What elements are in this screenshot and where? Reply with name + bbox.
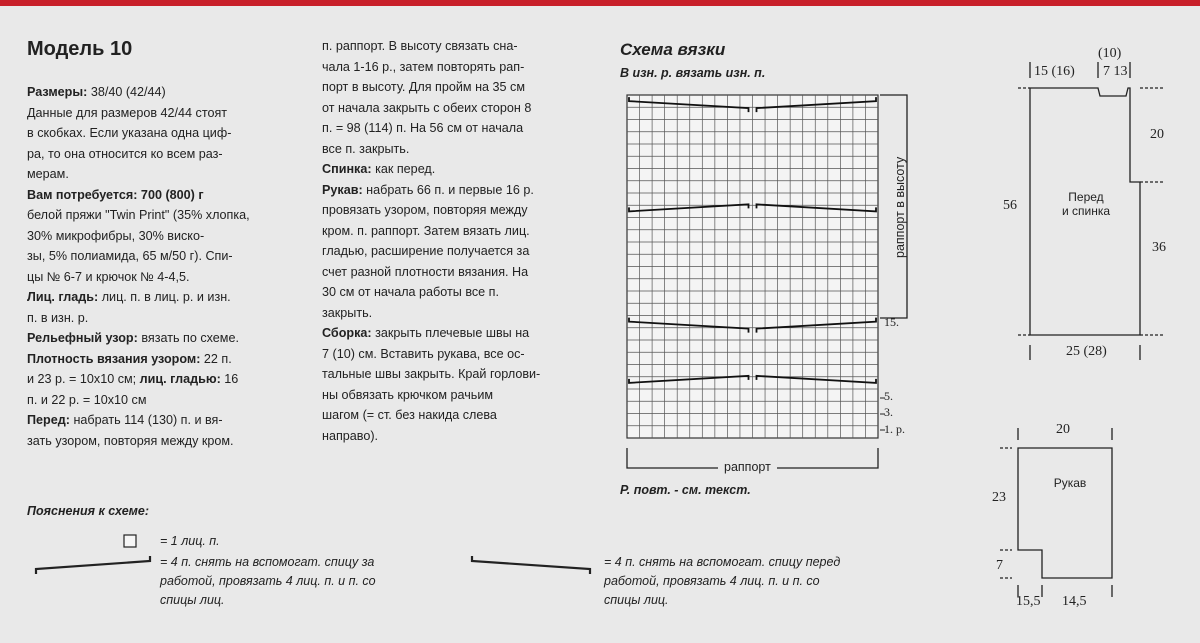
assembly-text-3: ны обвязать крючком рачьим bbox=[322, 387, 494, 402]
legend-item-2-line-3: спицы лиц. bbox=[160, 593, 225, 607]
assembly-text-5: направо). bbox=[322, 428, 379, 443]
col2-text-1: п. раппорт. В высоту связать сна- bbox=[322, 39, 518, 53]
relief-label: Рельефный узор: bbox=[27, 331, 138, 345]
sleeve-dim-bottom-left: 15,5 bbox=[1016, 594, 1041, 609]
assembly-text-1: 7 (10) см. Вставить рукава, все ос- bbox=[322, 346, 525, 361]
density-text-3: 16 bbox=[224, 372, 239, 386]
repeat-horizontal-label: раппорт bbox=[718, 460, 777, 474]
legend-item-2-line-1: = 4 п. снять на вспомогат. спицу за bbox=[160, 555, 375, 569]
legend-item-3-line-1: = 4 п. снять на вспомогат. спицу перед bbox=[604, 555, 841, 569]
sleeve-outline bbox=[1018, 448, 1112, 578]
front-back-label-line-2: и спинка bbox=[1061, 204, 1111, 218]
density-text-4: п. и 22 р. = 10x10 см bbox=[27, 392, 147, 407]
front-back-label bbox=[1040, 190, 1132, 218]
assembly-text-4: шагом (= ст. без накида слева bbox=[322, 408, 497, 422]
density-text-2: и 23 р. = 10x10 см; bbox=[27, 372, 137, 386]
sleeve-text-3: гладью, расширение получается за bbox=[322, 244, 530, 258]
sizes-value: 38/40 (42/44) bbox=[90, 85, 166, 99]
front-dim-top-left: 15 (16) bbox=[1034, 64, 1075, 79]
front-label: Перед: bbox=[27, 413, 70, 427]
sleeve-dim-bottom-right: 14,5 bbox=[1062, 594, 1087, 609]
sizes-text-2: в скобках. Если указана одна циф- bbox=[27, 126, 232, 140]
front-dim-right-36: 36 bbox=[1152, 240, 1166, 255]
legend-item-3-line-3: спицы лиц. bbox=[604, 593, 669, 607]
model-title: Модель 10 bbox=[27, 38, 133, 60]
sleeve-text-2: кром. п. раппорт. Затем вязать лиц. bbox=[322, 223, 530, 238]
legend-cable-right-symbol bbox=[472, 556, 590, 574]
legend-item-3-line-2: работой, провязать 4 лиц. п. и п. со bbox=[604, 574, 820, 588]
stockinette-text-1: лиц. п. в лиц. р. и изн. bbox=[101, 290, 231, 304]
density-label: Плотность вязания узором: bbox=[27, 351, 201, 366]
materials-text-4: цы № 6-7 и крючок № 4-4,5. bbox=[27, 269, 190, 284]
scheme-title: Схема вязки bbox=[620, 40, 726, 59]
density-text-1: 22 п. bbox=[203, 351, 232, 366]
sleeve-text-first: набрать 66 п. и первые 16 р. bbox=[366, 182, 534, 197]
legend-title: Пояснения к схеме: bbox=[27, 504, 150, 518]
materials-text-2: 30% микрофибры, 30% виско- bbox=[27, 228, 205, 243]
front-text-1: набрать 114 (130) п. и вя- bbox=[73, 413, 223, 427]
sleeve-dim-left-7: 7 bbox=[996, 558, 1003, 573]
col2-text-3: порт в высоту. Для пройм на 35 см bbox=[322, 80, 525, 94]
legend-knit-square bbox=[124, 535, 136, 547]
materials-text-3: зы, 5% полиамида, 65 м/50 г). Спи- bbox=[27, 249, 233, 263]
front-dim-bottom: 25 (28) bbox=[1066, 344, 1107, 359]
assembly-text-first: закрыть плечевые швы на bbox=[375, 326, 530, 340]
sizes-text-4: мерам. bbox=[27, 167, 69, 181]
sleeve-label: Рукав: bbox=[322, 182, 363, 197]
sleeve-text-1: провязать узором, повторяя между bbox=[322, 203, 528, 217]
row-label-15: 15. bbox=[884, 315, 899, 329]
sleeve-label: Рукав bbox=[1053, 476, 1087, 490]
legend-item-2-line-2: работой, провязать 4 лиц. п. и п. со bbox=[160, 574, 376, 588]
sleeve-text-5: 30 см от начала работы все п. bbox=[322, 285, 499, 299]
col2-text-2: чала 1-16 р., затем повторять рап- bbox=[322, 59, 525, 74]
sizes-text-1: Данные для размеров 42/44 стоят bbox=[27, 105, 228, 120]
sleeve-text-6: закрыть. bbox=[322, 305, 373, 320]
sleeve-dim-left-23: 23 bbox=[992, 490, 1006, 505]
front-text-2: зать узором, повторяя между кром. bbox=[27, 433, 234, 448]
col2-text-4: от начала закрыть с обеих сторон 8 bbox=[322, 100, 532, 115]
front-dim-top-10: (10) bbox=[1098, 46, 1122, 61]
front-dim-top-right: 7 13 bbox=[1103, 64, 1128, 79]
assembly-text-2: тальные швы закрыть. Край горлови- bbox=[322, 367, 541, 381]
repeat-vertical-label: раппорт в высоту bbox=[893, 156, 907, 258]
row-label-1: 1. р. bbox=[884, 422, 905, 436]
sleeve-text-4: счет разной плотности вязания. На bbox=[322, 264, 529, 279]
front-dim-right-20: 20 bbox=[1150, 127, 1164, 142]
col2-text-5: п. = 98 (114) п. На 56 см от начала bbox=[322, 121, 524, 135]
materials-label: Вам потребуется: 700 (800) г bbox=[27, 187, 204, 202]
sizes-label: Размеры: bbox=[27, 85, 88, 99]
legend-item-3 bbox=[604, 553, 840, 610]
back-text: как перед. bbox=[375, 162, 436, 176]
sizes-text-3: ра, то она относится ко всем раз- bbox=[27, 146, 223, 161]
density-label-2: лиц. гладью: bbox=[139, 372, 221, 386]
assembly-label: Сборка: bbox=[322, 326, 372, 340]
repeat-note: Р. повт. - см. текст. bbox=[620, 483, 751, 497]
row-label-5: 5. bbox=[884, 389, 893, 403]
legend-item-2 bbox=[160, 553, 376, 610]
col2-text-6: все п. закрыть. bbox=[322, 141, 410, 156]
back-label: Спинка: bbox=[322, 162, 372, 176]
row-label-3: 3. bbox=[884, 405, 893, 419]
chart-grid bbox=[627, 95, 878, 438]
materials-text-1: белой пряжи "Twin Print" (35% хлопка, bbox=[27, 208, 250, 222]
legend-item-1: = 1 лиц. п. bbox=[160, 534, 220, 548]
stockinette-text-2: п. в изн. р. bbox=[27, 310, 89, 325]
stockinette-label: Лиц. гладь: bbox=[27, 290, 99, 304]
sleeve-dim-top: 20 bbox=[1056, 422, 1070, 437]
front-back-label-line-1: Перед bbox=[1068, 190, 1104, 204]
front-dim-left-56: 56 bbox=[1003, 198, 1017, 213]
sleeve-diagram bbox=[1000, 428, 1112, 597]
legend-cable-left-symbol bbox=[36, 556, 150, 574]
relief-text: вязать по схеме. bbox=[141, 331, 239, 345]
scheme-subtitle: В изн. р. вязать изн. п. bbox=[620, 66, 766, 80]
